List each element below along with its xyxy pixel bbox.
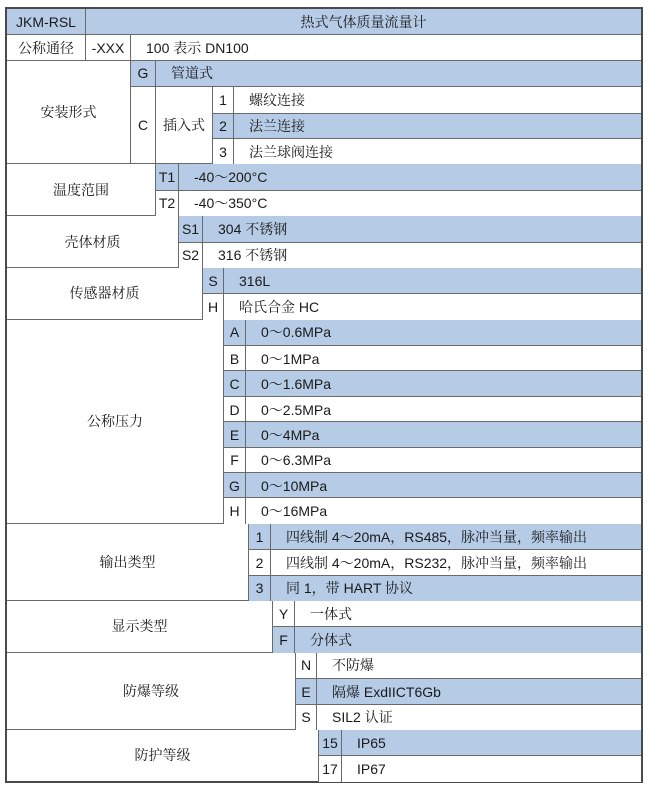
option-desc-cell: IP65 bbox=[341, 730, 641, 755]
option-code-cell: 1 bbox=[212, 87, 233, 112]
option-desc-cell: 0～16MPa bbox=[245, 498, 641, 523]
model-code-cell: JKM-RSL bbox=[7, 9, 85, 34]
section-temperature-range bbox=[7, 163, 641, 215]
display-type-label: 显示类型 bbox=[7, 601, 272, 652]
option-desc-cell: 0～10MPa bbox=[245, 473, 641, 498]
option-row bbox=[223, 497, 641, 522]
option-code-cell: 1 bbox=[248, 524, 270, 549]
option-row bbox=[178, 242, 641, 267]
option-row bbox=[130, 61, 641, 86]
option-code-cell: E bbox=[295, 679, 316, 704]
option-row bbox=[248, 549, 641, 574]
option-code-cell: 15 bbox=[318, 730, 341, 755]
product-title-cell: 热式气体质量流量计 bbox=[85, 9, 641, 34]
option-desc-cell: 螺纹连接 bbox=[233, 87, 641, 112]
option-desc-cell: 0～4MPa bbox=[245, 422, 641, 447]
option-desc-cell: IP67 bbox=[341, 756, 641, 781]
insertion-type-name-cell: 插入式 bbox=[155, 87, 212, 163]
option-row bbox=[155, 190, 641, 215]
option-code-cell: E bbox=[223, 422, 245, 447]
option-code-cell: C bbox=[130, 87, 155, 163]
option-desc-cell: 一体式 bbox=[294, 601, 641, 626]
explosion-proof-grade-label: 防爆等级 bbox=[7, 653, 295, 729]
option-row bbox=[223, 421, 641, 446]
option-code-cell: G bbox=[223, 473, 245, 498]
option-code-cell: N bbox=[295, 653, 316, 678]
option-row bbox=[318, 730, 641, 755]
option-code-cell: D bbox=[223, 397, 245, 422]
option-desc-cell: 四线制 4～20mA，RS232，脉冲当量，频率输出 bbox=[270, 550, 641, 575]
option-code-cell: C bbox=[223, 371, 245, 396]
option-row bbox=[155, 164, 641, 189]
temperature-range-label: 温度范围 bbox=[7, 164, 155, 215]
option-code-cell: F bbox=[223, 448, 245, 473]
option-desc-cell: 四线制 4～20mA，RS485，脉冲当量，频率输出 bbox=[270, 524, 641, 549]
option-desc-cell: 0～1MPa bbox=[245, 346, 641, 371]
option-desc-cell: 100 表示 DN100 bbox=[130, 35, 641, 59]
insertion-type-block bbox=[130, 86, 641, 163]
option-row bbox=[295, 704, 641, 729]
option-row bbox=[295, 653, 641, 678]
option-desc-cell: -40～200°C bbox=[178, 164, 641, 189]
option-code-cell: H bbox=[223, 498, 245, 523]
option-row bbox=[202, 293, 641, 318]
protection-grade-label: 防护等级 bbox=[7, 730, 318, 781]
option-code-cell: T2 bbox=[155, 191, 178, 216]
option-desc-cell: SIL2 认证 bbox=[316, 705, 641, 730]
installation-type-label: 安装形式 bbox=[7, 61, 130, 164]
option-row bbox=[318, 755, 641, 780]
option-code-cell: T1 bbox=[155, 164, 178, 189]
option-code-cell: 2 bbox=[212, 114, 233, 139]
option-code-cell: 3 bbox=[212, 139, 233, 164]
option-code-cell: -XXX bbox=[85, 35, 130, 59]
option-row bbox=[223, 320, 641, 345]
option-desc-cell: 管道式 bbox=[155, 61, 641, 86]
output-type-label: 输出类型 bbox=[7, 524, 248, 600]
option-row bbox=[223, 345, 641, 370]
option-desc-cell: 316L bbox=[223, 268, 641, 293]
option-desc-cell: 0～2.5MPa bbox=[245, 397, 641, 422]
option-row bbox=[223, 396, 641, 421]
option-code-cell: S2 bbox=[178, 243, 202, 268]
model-selection-table bbox=[5, 7, 643, 783]
nominal-diameter-label: 公称通径 bbox=[7, 35, 85, 59]
option-row bbox=[212, 113, 641, 138]
option-code-cell: A bbox=[223, 320, 245, 345]
section-nominal-diameter bbox=[7, 34, 641, 59]
option-desc-cell: 分体式 bbox=[294, 627, 641, 652]
header-row bbox=[7, 9, 641, 34]
section-installation-type bbox=[7, 60, 641, 164]
section-nominal-pressure bbox=[7, 319, 641, 523]
option-desc-cell: 法兰连接 bbox=[233, 114, 641, 139]
section-housing-material bbox=[7, 215, 641, 267]
option-code-cell: Y bbox=[272, 601, 294, 626]
option-row bbox=[223, 447, 641, 472]
option-code-cell: B bbox=[223, 346, 245, 371]
option-desc-cell: 304 不锈钢 bbox=[202, 216, 641, 241]
option-row bbox=[178, 216, 641, 241]
option-row bbox=[248, 575, 641, 600]
sensor-material-label: 传感器材质 bbox=[7, 268, 202, 319]
option-code-cell: S1 bbox=[178, 216, 202, 241]
option-row bbox=[223, 370, 641, 395]
option-row bbox=[248, 524, 641, 549]
option-desc-cell: 不防爆 bbox=[316, 653, 641, 678]
option-code-cell: G bbox=[130, 61, 155, 86]
option-code-cell: 3 bbox=[248, 576, 270, 601]
option-row bbox=[202, 268, 641, 293]
option-desc-cell: 0～1.6MPa bbox=[245, 371, 641, 396]
option-desc-cell: 同 1，带 HART 协议 bbox=[270, 576, 641, 601]
option-desc-cell: 316 不锈钢 bbox=[202, 243, 641, 268]
option-desc-cell: 法兰球阀连接 bbox=[233, 139, 641, 164]
option-row bbox=[223, 472, 641, 497]
option-code-cell: S bbox=[295, 705, 316, 730]
option-desc-cell: 0～6.3MPa bbox=[245, 448, 641, 473]
option-code-cell: S bbox=[202, 268, 223, 293]
option-row bbox=[272, 601, 641, 626]
option-desc-cell: 隔爆 ExdIICT6Gb bbox=[316, 679, 641, 704]
option-code-cell: F bbox=[272, 627, 294, 652]
section-protection-grade bbox=[7, 729, 641, 781]
option-code-cell: H bbox=[202, 294, 223, 319]
housing-material-label: 壳体材质 bbox=[7, 216, 178, 267]
option-code-cell: 2 bbox=[248, 550, 270, 575]
section-output-type bbox=[7, 523, 641, 600]
section-sensor-material bbox=[7, 267, 641, 319]
option-code-cell: 17 bbox=[318, 756, 341, 781]
section-explosion-proof-grade bbox=[7, 652, 641, 729]
option-desc-cell: -40～350°C bbox=[178, 191, 641, 216]
option-row bbox=[272, 626, 641, 651]
option-desc-cell: 哈氏合金 HC bbox=[223, 294, 641, 319]
option-row bbox=[212, 138, 641, 163]
section-display-type bbox=[7, 600, 641, 652]
option-row bbox=[212, 87, 641, 112]
nominal-pressure-label: 公称压力 bbox=[7, 320, 223, 523]
option-row bbox=[295, 678, 641, 703]
option-desc-cell: 0～0.6MPa bbox=[245, 320, 641, 345]
